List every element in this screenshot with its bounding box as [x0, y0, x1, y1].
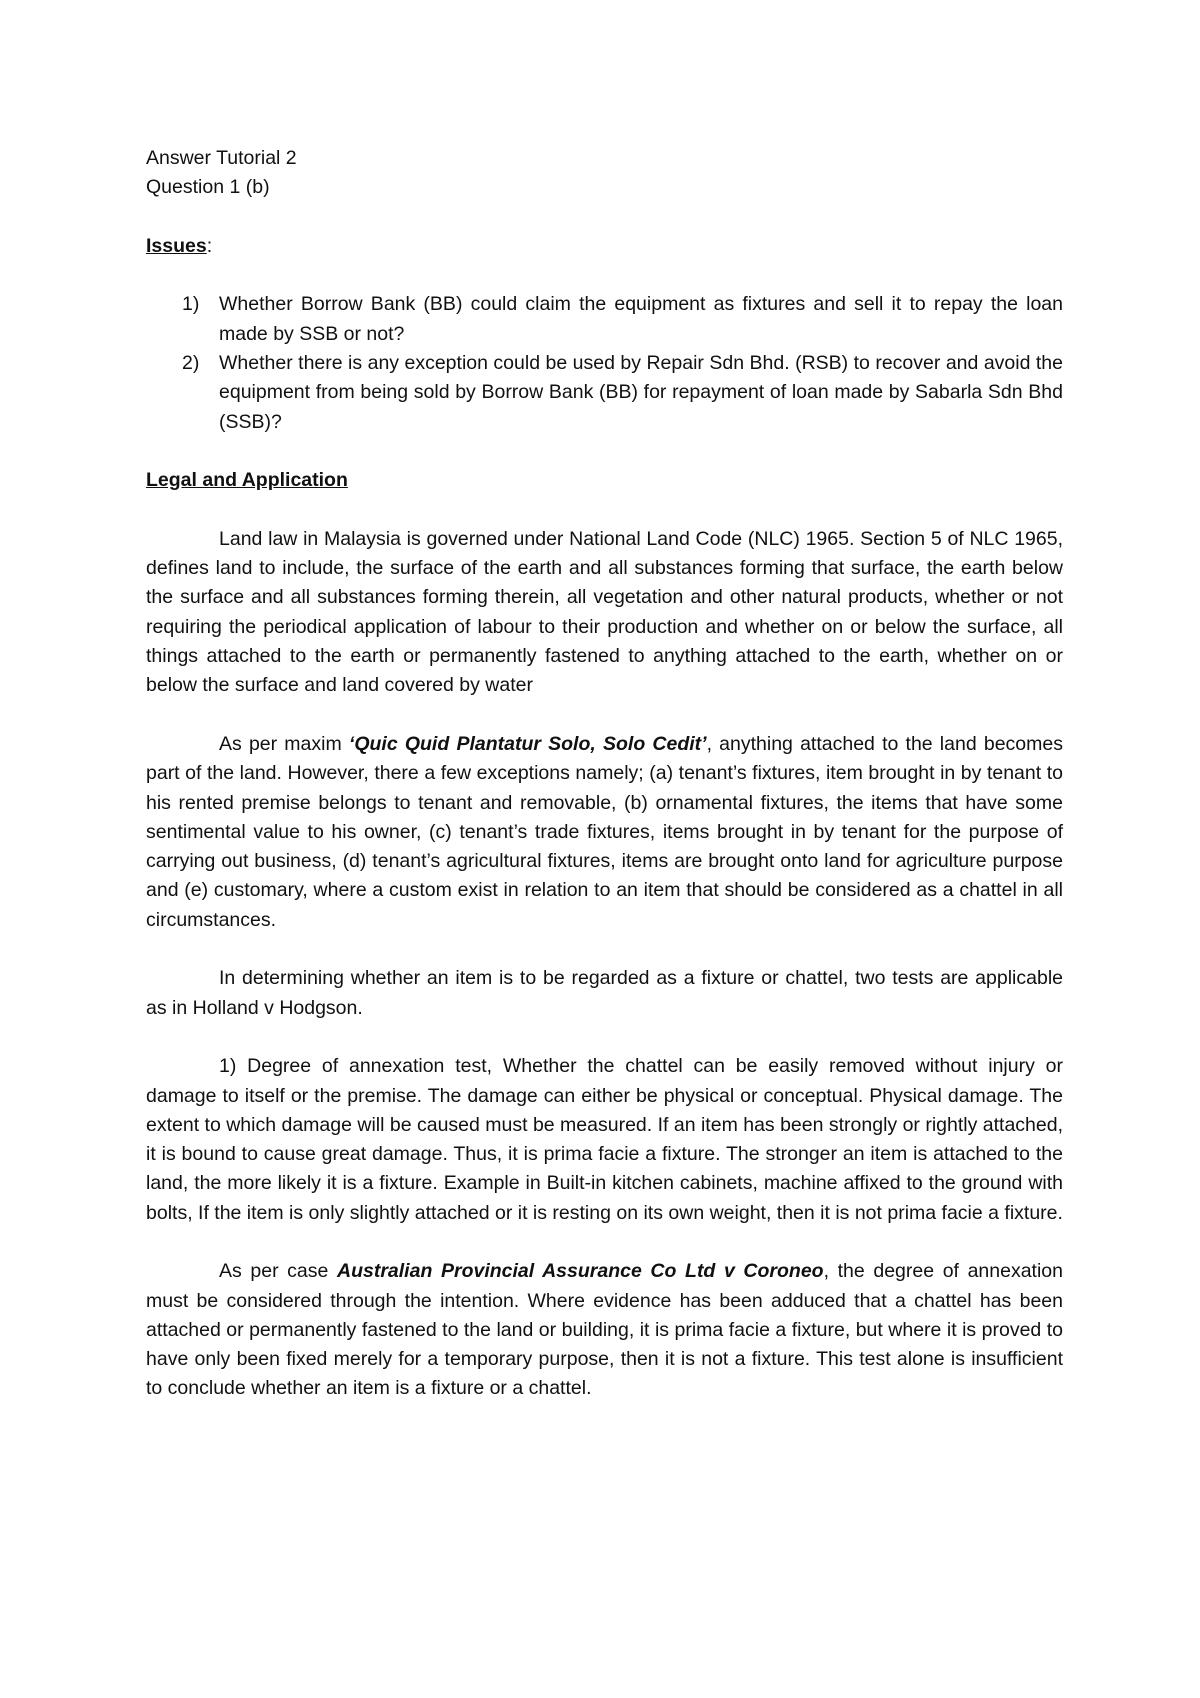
- issue-item: [146, 349, 1063, 437]
- maxim-name: ‘Quic Quid Plantatur Solo, Solo Cedit’: [348, 732, 707, 755]
- document-title: Answer Tutorial 2: [146, 147, 297, 169]
- spacer: [146, 701, 1063, 730]
- case-name: Australian Provincial Assurance Co Ltd v Coroneo: [337, 1260, 824, 1283]
- question-label: Question 1 (b): [146, 176, 270, 199]
- case-intro: As per case: [219, 1260, 337, 1283]
- spacer: [146, 935, 1063, 964]
- spacer: [146, 1023, 1063, 1052]
- issue-text: Whether there is any exception could be used by Repair Sdn Bhd. (RSB) to recover and avoid the equipment from being sold by Borrow Bank (BB) for repayment of loan made by Sabarla Sdn Bhd (SSB)?: [219, 352, 1063, 433]
- maxim-intro: As per maxim: [219, 732, 349, 755]
- spacer: [146, 496, 1063, 525]
- spacer: [146, 203, 1063, 232]
- document-page: [146, 144, 1063, 1404]
- issues-heading-colon: :: [206, 234, 213, 257]
- spacer: [146, 1228, 1063, 1257]
- case-body: , the degree of annexation must be considered through the intention. Where evidence has been adduced that a chattel has been attached or permanently fastened to the land or building, it is prima facie a fixture, but where it is proved to have only been fixed merely for a temporary purpose, then it is not a fixture. This test alone is insufficient to conclude whether an item is a fixture or a chattel.: [146, 1260, 1063, 1400]
- issue-text: Whether Borrow Bank (BB) could claim the equipment as fixtures and sell it to repay the loan made by SSB or not?: [219, 293, 1063, 345]
- paragraph-tests: In determining whether an item is to be regarded as a fixture or chattel, two tests are applicable as in Holland v Hodgson.: [146, 967, 1063, 1019]
- paragraph-annexation-test: 1) Degree of annexation test, Whether the chattel can be easily removed without injury or damage to itself or the premise. The damage can either be physical or conceptual. Physical damage. The extent to which damage will be caused must be measured. If an item has been strongly or rightly attached, it is bound to cause great damage. Thus, it is prima facie a fixture. The stronger an item is attached to the land, the more likely it is a fixture. Example in Built-in kitchen cabinets, machine affixed to the ground with bolts, If the item is only slightly attached or it is resting on its own weight, then it is not prima facie a fixture.: [146, 1055, 1063, 1224]
- issue-number: 2): [182, 352, 200, 375]
- issues-heading: Issues: [146, 234, 207, 257]
- legal-heading: Legal and Application: [146, 469, 348, 492]
- issue-item: [146, 290, 1063, 349]
- issue-number: 1): [182, 293, 200, 316]
- paragraph-land-law: Land law in Malaysia is governed under National Land Code (NLC) 1965. Section 5 of NLC 1965, defines land to include, the surface of the earth and all substances forming that surface, the earth below the surface and all substances forming therein, all vegetation and other natural products, whether or not requiring the periodical application of labour to their production and whether on or below the surface, all things attached to the earth or permanently fastened to anything attached to the earth, whether on or below the surface and land covered by water: [146, 527, 1063, 697]
- spacer: [146, 261, 1063, 290]
- maxim-body: , anything attached to the land becomes part of the land. However, there a few exceptions namely; (a) tenant’s fixtures, item brought in by tenant to his rented premise belongs to tenant and removable, (b) ornamental fixtures, the items that have some sentimental value to his owner, (c) tenant’s trade fixtures, items brought in by tenant for the purpose of carrying out business, (d) tenant’s agricultural fixtures, items are brought onto land for agriculture purpose and (e) customary, where a custom exist in relation to an item that should be considered as a chattel in all circumstances.: [146, 732, 1063, 931]
- spacer: [146, 437, 1063, 466]
- paragraph-case: [146, 1257, 1063, 1403]
- issues-list: [146, 290, 1063, 436]
- issues-heading-line: [146, 232, 1063, 261]
- paragraph-maxim: [146, 730, 1063, 935]
